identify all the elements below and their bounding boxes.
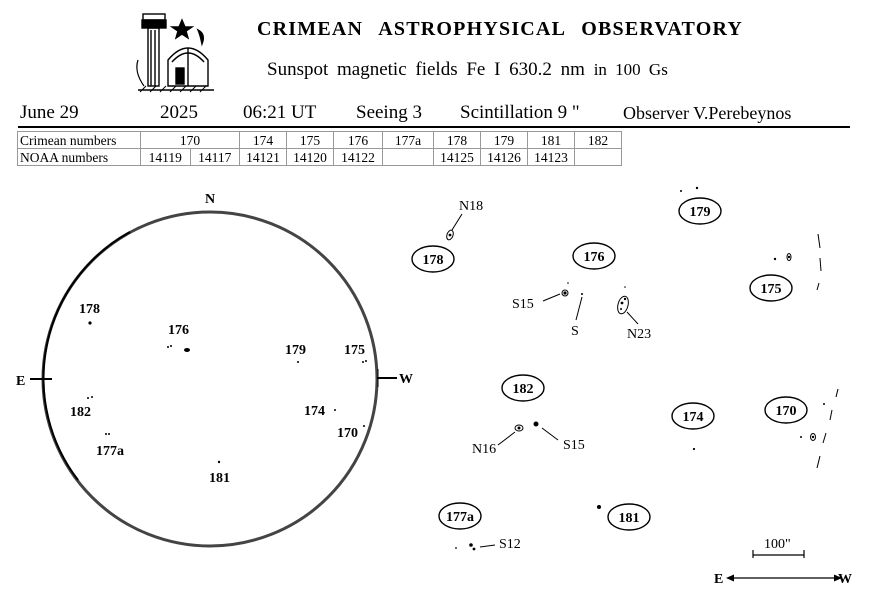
spot-182-s xyxy=(534,422,539,427)
spot-176-core xyxy=(563,291,566,294)
limb-175-b xyxy=(820,258,821,271)
spot-176-pore xyxy=(581,293,583,295)
limb-170-d xyxy=(817,456,820,468)
spot-179-b xyxy=(696,187,698,189)
obs-year: 2025 xyxy=(160,102,198,123)
spot-176-pore-c xyxy=(624,286,626,288)
table-cell: 14119 xyxy=(141,149,191,166)
spot-170-a xyxy=(823,403,825,405)
leader-s15-176 xyxy=(543,294,560,301)
spot-178-core xyxy=(449,234,452,237)
table-cell: 174 xyxy=(240,132,287,149)
seeing-label: Seeing xyxy=(356,102,408,123)
spot-177a-a xyxy=(469,543,473,547)
leader-n18 xyxy=(452,214,462,230)
observatory-title: CRIMEAN ASTROPHYSICAL OBSERVATORY xyxy=(257,18,744,40)
polarity-label-s15-176: S15 xyxy=(512,297,534,312)
spot-175-b xyxy=(788,256,790,258)
table-cell: 14125 xyxy=(434,149,481,166)
scale-label: 100" xyxy=(764,537,791,552)
oval-label-170: 170 xyxy=(775,404,797,419)
detail-spots xyxy=(449,187,825,551)
oval-label-178: 178 xyxy=(422,253,444,268)
table-cell: 14120 xyxy=(287,149,334,166)
oval-label-175: 175 xyxy=(760,282,782,297)
oval-label-181: 181 xyxy=(618,511,640,526)
oval-label-182: 182 xyxy=(512,382,534,397)
table-cell: 176 xyxy=(334,132,383,149)
magnetic-contours xyxy=(445,229,838,468)
oval-label-179: 179 xyxy=(689,205,711,220)
spot-176-pore-b xyxy=(567,282,569,284)
spot-170-c xyxy=(812,436,814,438)
spot-182-n xyxy=(518,427,521,430)
polarity-label-s12: S12 xyxy=(499,537,521,552)
table-cell: 170 xyxy=(141,132,240,149)
disk-region-170: 170 xyxy=(337,426,358,441)
spot-179-a xyxy=(680,190,682,192)
disk-region-177a: 177a xyxy=(96,444,124,459)
table-cell: 177a xyxy=(383,132,434,149)
table-cell: 182 xyxy=(575,132,622,149)
leader-s12 xyxy=(480,545,495,547)
oval-label-177a: 177a xyxy=(446,510,474,525)
limb-170-a xyxy=(836,389,838,397)
limb-170-b xyxy=(830,410,832,420)
north-label: N xyxy=(204,192,216,207)
limb-175-c xyxy=(817,283,819,290)
observer-name: V.Perebeynos xyxy=(693,103,792,123)
leader-s15-182 xyxy=(542,428,558,440)
disk-region-179: 179 xyxy=(285,343,306,358)
oval-label-176: 176 xyxy=(583,250,605,265)
table-cell: 14126 xyxy=(481,149,528,166)
spot-177a-b xyxy=(473,548,476,551)
spot-176-n1 xyxy=(621,302,624,305)
spot-176-n3 xyxy=(620,308,622,310)
ew-arrow-west-label: W xyxy=(838,572,852,587)
polarity-label-s-176: S xyxy=(571,324,579,339)
observer-label: Observer xyxy=(623,103,689,123)
row-label-noaa: NOAA numbers xyxy=(18,149,141,166)
obs-time: 06:21 UT xyxy=(243,102,317,123)
table-cell: 14122 xyxy=(334,149,383,166)
limb-170-c xyxy=(823,433,826,443)
scintillation-value: 9 " xyxy=(557,102,580,123)
disk-region-182: 182 xyxy=(70,405,91,420)
ew-arrow-head-left xyxy=(726,575,734,582)
spot-181 xyxy=(597,505,601,509)
polarity-label-n16: N16 xyxy=(472,442,497,457)
ew-arrow-east-label: E xyxy=(714,572,724,587)
disk-region-178: 178 xyxy=(79,302,100,317)
limb-175-a xyxy=(818,234,820,248)
table-cell: 178 xyxy=(434,132,481,149)
polarity-label-s15-182: S15 xyxy=(563,438,585,453)
table-cell: 175 xyxy=(287,132,334,149)
leader-n23 xyxy=(627,312,638,324)
spot-176-n2 xyxy=(624,298,626,300)
spot-177a-c xyxy=(455,547,457,549)
east-label: E xyxy=(16,374,26,389)
west-label: W xyxy=(399,372,413,387)
subtitle-main: Sunspot magnetic fields Fe I 630.2 nm xyxy=(267,59,585,80)
oval-label-174: 174 xyxy=(682,410,704,425)
disk-region-174: 174 xyxy=(304,404,325,419)
disk-region-175: 175 xyxy=(344,343,365,358)
spot-175-a xyxy=(774,258,776,260)
contour-176-b xyxy=(616,295,630,315)
table-cell: 14121 xyxy=(240,149,287,166)
table-cell: 179 xyxy=(481,132,528,149)
polarity-label-n18: N18 xyxy=(459,199,484,214)
leader-n16 xyxy=(498,432,515,445)
leader-s-176 xyxy=(576,297,582,320)
disk-region-181: 181 xyxy=(209,471,230,486)
seeing-value: 3 xyxy=(412,102,422,123)
table-cell: 14117 xyxy=(190,149,240,166)
subtitle-unit: in 100 Gs xyxy=(593,60,668,79)
spot-174 xyxy=(693,448,695,450)
obs-date: June 29 xyxy=(20,102,79,123)
disk-region-176: 176 xyxy=(168,323,189,338)
polarity-label-n23: N23 xyxy=(627,327,652,342)
table-cell: 181 xyxy=(528,132,575,149)
row-label-crimean: Crimean numbers xyxy=(18,132,141,149)
scintillation-label: Scintillation xyxy=(460,102,553,123)
spot-170-b xyxy=(800,436,802,438)
table-cell: 14123 xyxy=(528,149,575,166)
